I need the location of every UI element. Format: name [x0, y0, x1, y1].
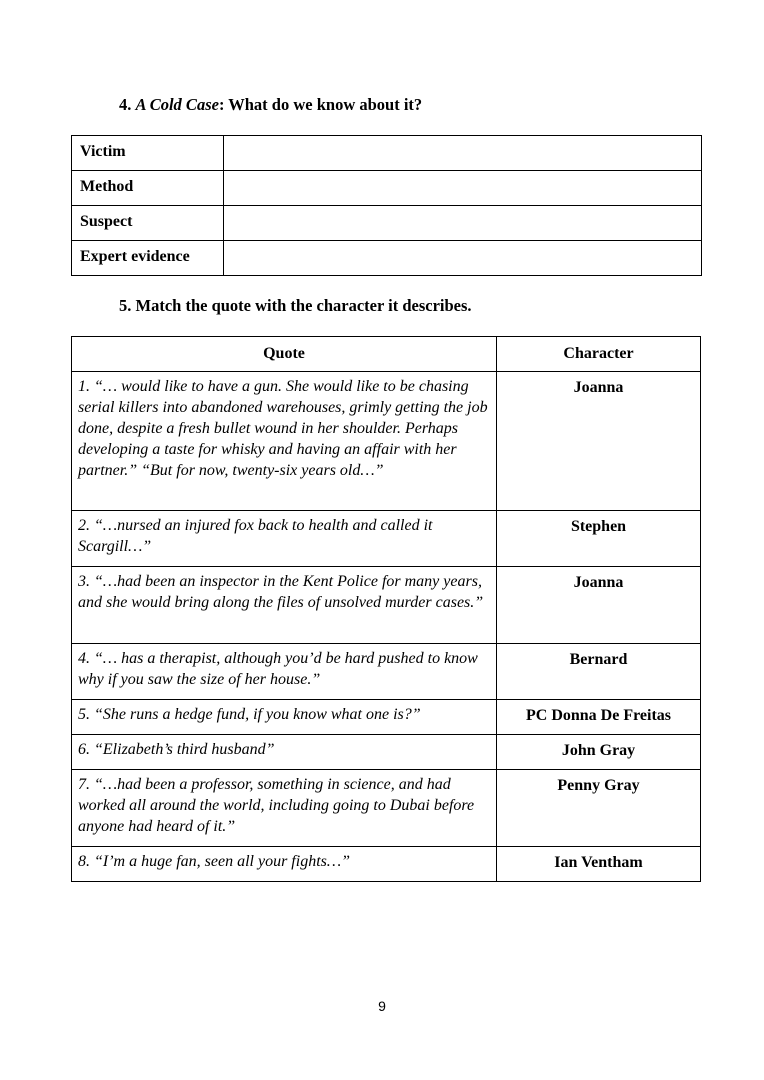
section-4-heading: [119, 95, 422, 115]
quote-cell: 1. “… would like to have a gun. She would like to be chasing serial killers into abandoned warehouses, grimly getting the job done, despite a fresh bullet wound in her shoulder. Perhaps developing a taste for whisky and having an affair with her partner.” “But for now, twenty-six years old…”: [72, 372, 497, 511]
character-cell: Stephen: [497, 511, 701, 567]
table-row: [72, 206, 702, 241]
character-cell: PC Donna De Freitas: [497, 700, 701, 735]
row-label-suspect: Suspect: [72, 206, 224, 241]
character-cell: Joanna: [497, 372, 701, 511]
cold-case-table: [71, 135, 702, 276]
quote-cell: 7. “…had been a professor, something in science, and had worked all around the world, including going to Dubai before anyone had heard of it.”: [72, 770, 497, 847]
header-character: Character: [497, 337, 701, 372]
character-cell: Ian Ventham: [497, 847, 701, 882]
section-5-heading: 5. Match the quote with the character it describes.: [119, 296, 472, 315]
answer-cell-victim[interactable]: [224, 136, 702, 171]
row-label-victim: Victim: [72, 136, 224, 171]
section-4-number: 4.: [119, 95, 132, 114]
table-row: [72, 770, 701, 847]
character-cell: John Gray: [497, 735, 701, 770]
character-cell: Penny Gray: [497, 770, 701, 847]
table-row: [72, 241, 702, 276]
quote-cell: 5. “She runs a hedge fund, if you know what one is?”: [72, 700, 497, 735]
table-row: [72, 372, 701, 511]
answer-cell-method[interactable]: [224, 171, 702, 206]
table-row: [72, 567, 701, 644]
table-row: [72, 136, 702, 171]
row-label-method: Method: [72, 171, 224, 206]
quote-cell: 8. “I’m a huge fan, seen all your fights…”: [72, 847, 497, 882]
quote-cell: 6. “Elizabeth’s third husband”: [72, 735, 497, 770]
table-row: [72, 847, 701, 882]
table-row: [72, 511, 701, 567]
header-quote: Quote: [72, 337, 497, 372]
answer-cell-expert-evidence[interactable]: [224, 241, 702, 276]
table-row: [72, 171, 702, 206]
table-row: [72, 644, 701, 700]
section-4-title-rest: : What do we know about it?: [218, 95, 423, 114]
character-cell: Joanna: [497, 567, 701, 644]
character-cell: Bernard: [497, 644, 701, 700]
row-label-expert-evidence: Expert evidence: [72, 241, 224, 276]
section-4-title-italic: A Cold Case: [135, 95, 219, 114]
quote-cell: 4. “… has a therapist, although you’d be hard pushed to know why if you saw the size of her house.”: [72, 644, 497, 700]
table-header-row: [72, 337, 701, 372]
quote-cell: 2. “…nursed an injured fox back to health and called it Scargill…”: [72, 511, 497, 567]
quote-cell: 3. “…had been an inspector in the Kent Police for many years, and she would bring along the files of unsolved murder cases.”: [72, 567, 497, 644]
page-number: 9: [378, 998, 386, 1014]
answer-cell-suspect[interactable]: [224, 206, 702, 241]
table-row: [72, 735, 701, 770]
table-row: [72, 700, 701, 735]
quote-match-table: [71, 336, 701, 882]
